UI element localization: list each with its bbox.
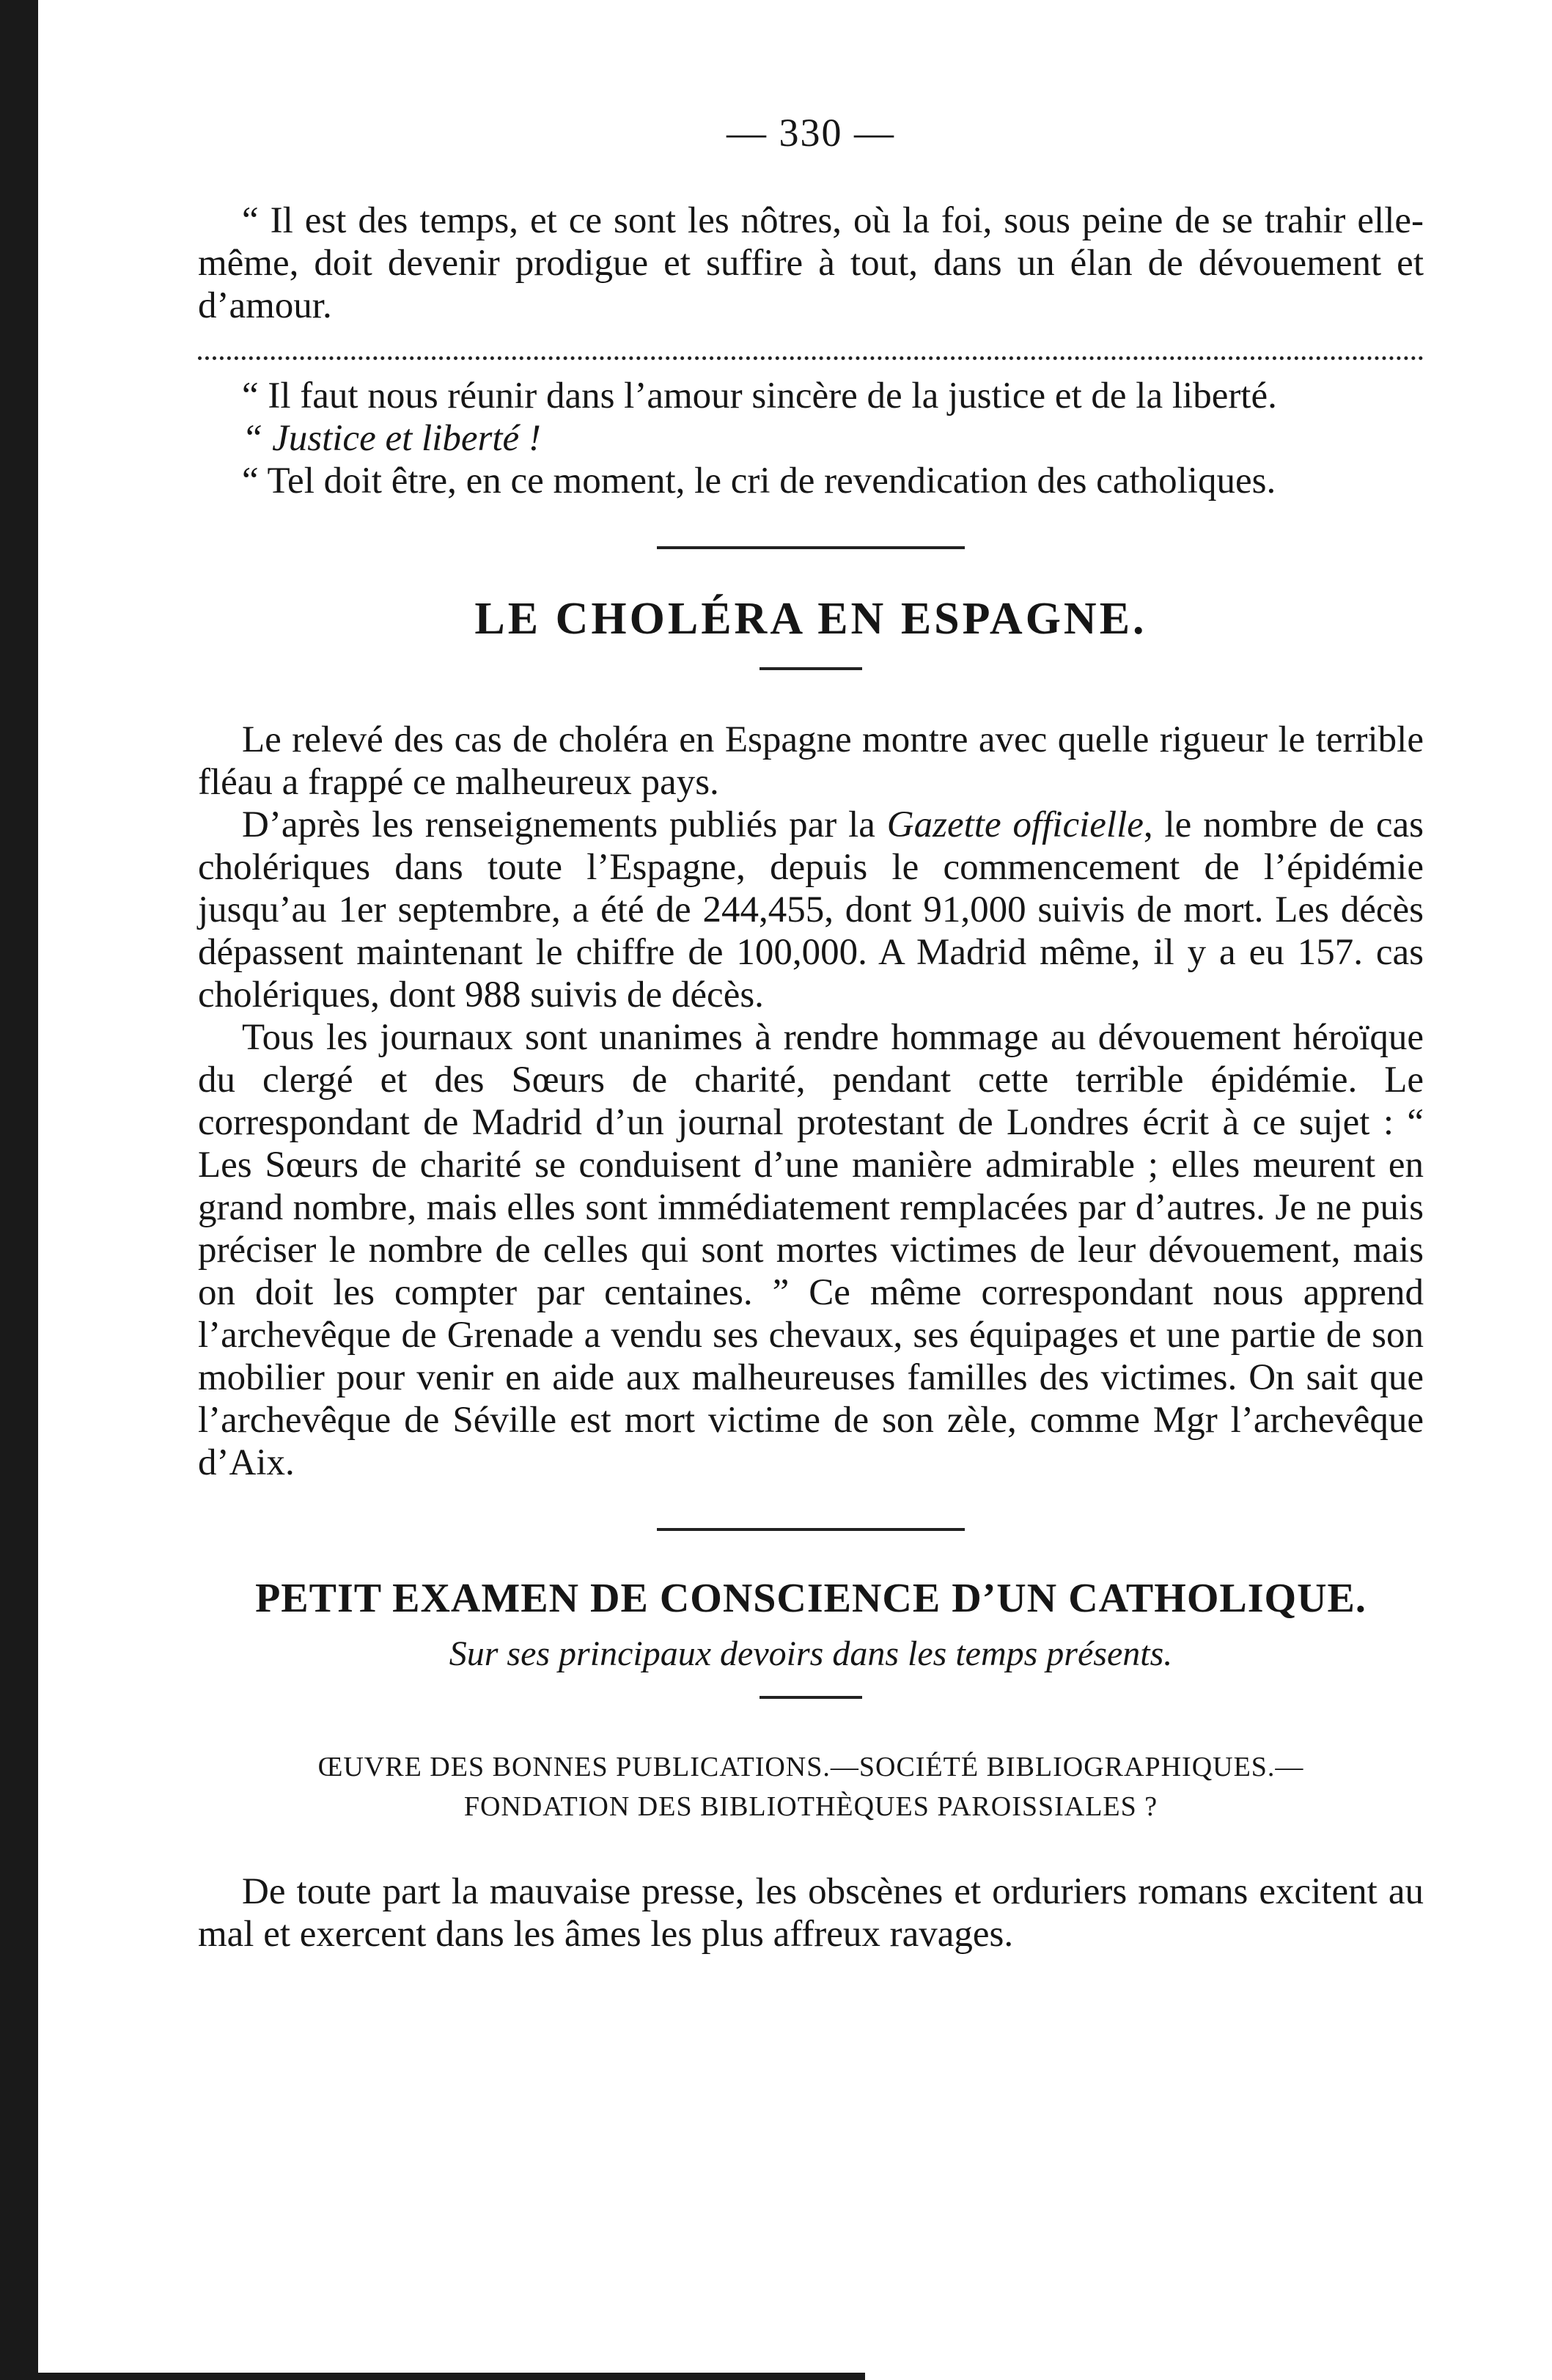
subsection-heading-line-2: FONDATION DES BIBLIOTHÈQUES PAROISSIALES ? [463,1791,1158,1822]
scan-bottom-edge [0,2373,865,2380]
subsection-heading [198,1747,1424,1826]
section-title-examen: PETIT EXAMEN DE CONSCIENCE D’UN CATHOLIQUE. [255,1576,1367,1621]
intro-paragraph-2: “ Il faut nous réunir dans l’amour sincère de la justice et de la liberté. [242,375,1277,416]
section-subtitle: Sur ses principaux devoirs dans les temps présents. [449,1634,1173,1673]
intro-paragraph-4: “ Tel doit être, en ce moment, le cri de revendication des catholiques. [242,460,1276,502]
cholera-paragraph-1: Le relevé des cas de choléra en Espagne montre avec quelle rigueur le terrible fléau a frappé ce malheureux pays. [198,719,1424,803]
intro-paragraph-3: “ Justice et liberté ! [242,418,541,459]
gazette-title: Gazette officielle [886,804,1144,845]
section-divider [657,546,965,549]
subsection-heading-line-1: ŒUVRE DES BONNES PUBLICATIONS.—SOCIÉTÉ BIBLIOGRAPHIQUES.— [317,1752,1304,1782]
dotted-separator [198,356,1424,360]
title-underline [760,667,862,670]
scan-binding-edge [0,0,38,2380]
cholera-paragraph-2 [198,804,1424,1016]
section-divider-2 [657,1528,965,1531]
cholera-paragraph-3: Tous les journaux sont unanimes à rendre hommage au dévouement héroïque du clergé et des Sœurs de charité, pendant cette terrible épidémie. Le correspondant de Madrid d’un journal protestant de Londres écrit à ce sujet : “ Les Sœurs de charité se conduisent d’une manière admirable ; elles meurent en grand nombre, mais elles sont immédiatement remplacées par d’autres. Je ne puis préciser le nombre de celles qui sont mortes victimes de leur dévouement, mais on doit les compter par centaines. ” Ce même correspondant nous apprend l’archevêque de Grenade a vendu ses chevaux, ses équipages et une partie de son mobilier pour venir en aide aux malheureuses familles des victimes. On sait que l’archevêque de Séville est mort victime de son zèle, comme Mgr l’archevêque d’Aix. [198,1017,1424,1483]
section-title-cholera: LE CHOLÉRA EN ESPAGNE. [474,594,1147,644]
cholera-paragraph-2-end: , le nombre de cas cholériques dans toute l’Espagne, depuis le commencement de l’épidémie jusqu’au 1er septembre, a été de 244,455, dont 91,000 suivis de mort. Les décès dépassent maintenant le chiffre de 100,000. A Madrid même, il y a eu 157. cas cholériques, dont 988 suivis de décès. [198,804,1424,1015]
subtitle-underline [760,1696,862,1699]
book-page [198,110,1424,1955]
examen-paragraph-1: De toute part la mauvaise presse, les obscènes et orduriers romans excitent au mal et exercent dans les âmes les plus affreux ravages. [198,1871,1424,1955]
page-number: — 330 — [727,111,895,155]
cholera-paragraph-2-start: D’après les renseignements publiés par la [242,804,887,845]
intro-paragraph-1: “ Il est des temps, et ce sont les nôtres, où la foi, sous peine de se trahir elle-même, doit devenir prodigue et suffire à tout, dans un élan de dévouement et d’amour. [198,200,1424,326]
